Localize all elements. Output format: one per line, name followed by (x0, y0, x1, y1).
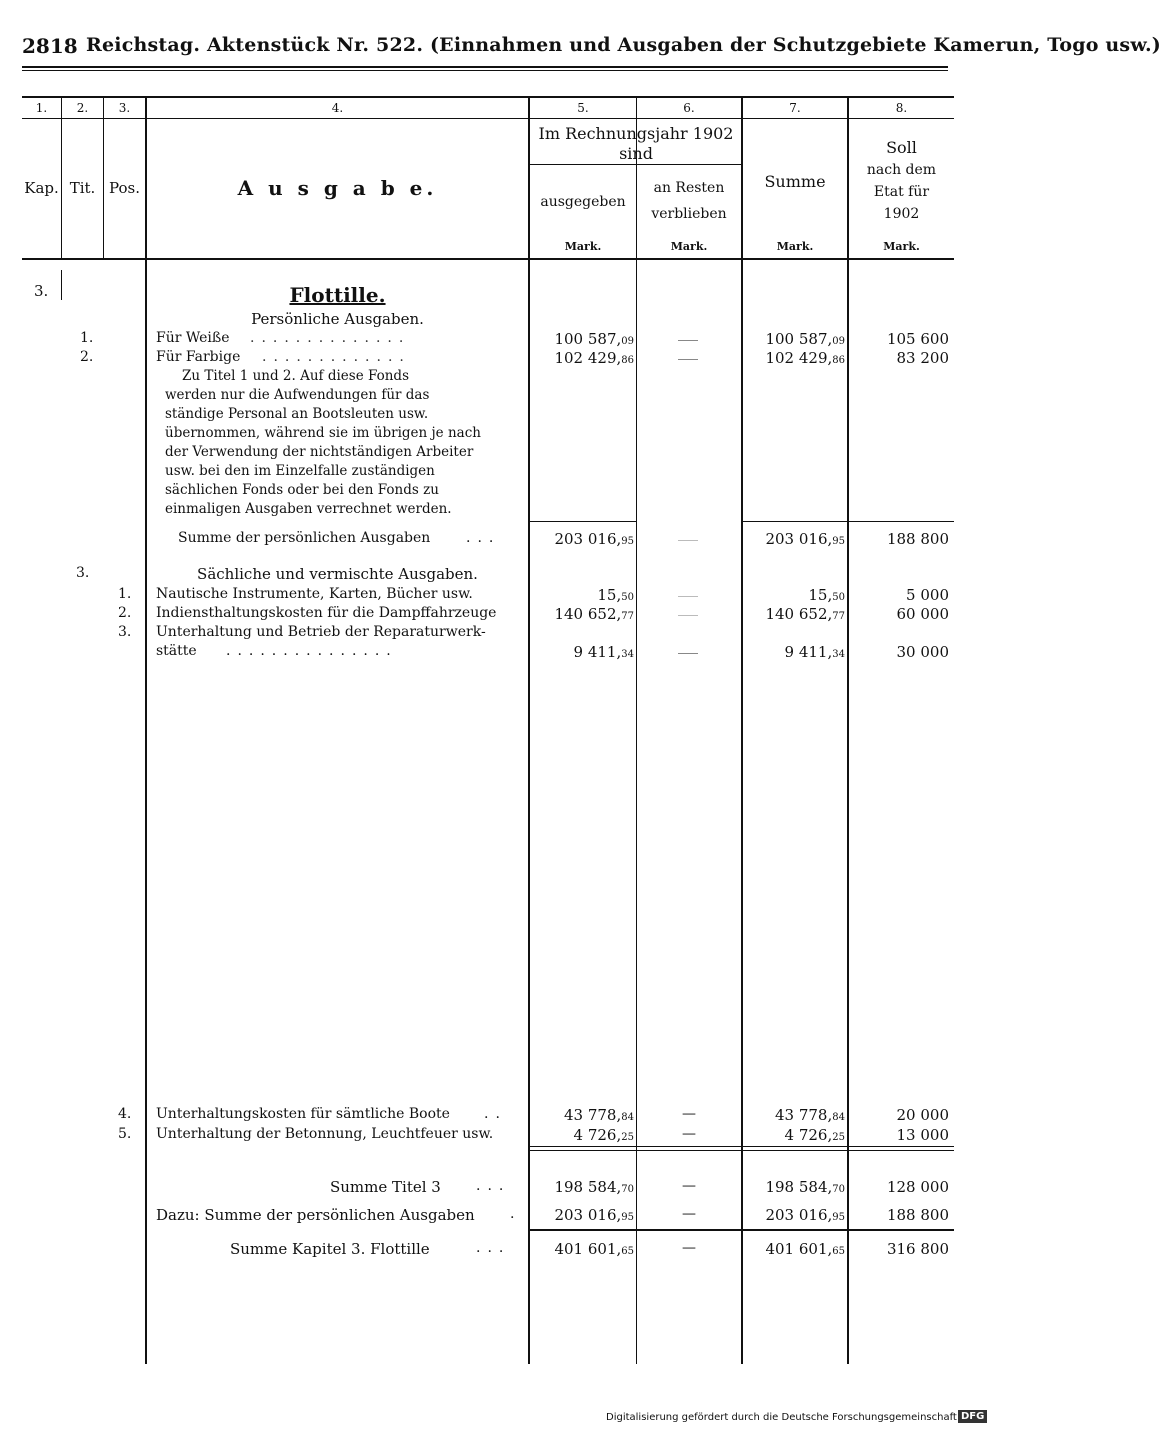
sum-kap-label: Summe Kapitel 3. Flottille (230, 1240, 430, 1258)
header-col8-line3: Etat für (873, 184, 930, 200)
sum-rule (530, 1150, 954, 1151)
row-c7: 140 652,77 (765, 605, 845, 623)
footer-text: Digitalisierung gefördert durch die Deutsche Forschungsgemeinschaft (606, 1412, 957, 1423)
sum-personal-c7: 203 016,95 (765, 530, 845, 548)
row-c8: 30 000 (896, 643, 949, 661)
note-line: der Verwendung der nichtständigen Arbeiter (165, 444, 474, 460)
unit-col5: Mark. (564, 240, 602, 253)
row-c7: 100 587,09 (765, 330, 845, 348)
dazu-c7: 203 016,95 (765, 1206, 845, 1224)
sum-tit3-c8: 128 000 (886, 1178, 949, 1196)
header-col8-line1: Soll (886, 138, 917, 157)
kap-number: 3. (34, 282, 49, 300)
sum-personal-c8: 188 800 (886, 530, 949, 548)
row-c8: 83 200 (896, 349, 949, 367)
row-label: Unterhaltung und Betrieb der Reparaturwerk- (156, 624, 486, 640)
colnum-5: 5. (577, 101, 589, 115)
header-col6-line2: verblieben (651, 206, 727, 222)
row-c5: 9 411,34 (573, 643, 634, 661)
sum-tit3-c6: — (682, 1178, 696, 1194)
sachlich-title: Sächliche und vermischte Ausgaben. (197, 565, 478, 583)
note-line: werden nur die Aufwendungen für das (165, 387, 430, 403)
row-c7: 43 778,84 (774, 1106, 845, 1124)
row-pos: 2. (118, 605, 132, 621)
colnum-4: 4. (331, 101, 344, 115)
colnum-2: 2. (76, 101, 89, 115)
header-pos: Pos. (109, 179, 140, 197)
header-col8-line4: 1902 (883, 206, 920, 222)
row-label: Für Farbige (156, 349, 241, 365)
header-bottom-rule (22, 258, 954, 260)
col-divider (847, 98, 849, 1364)
row-c8: 13 000 (896, 1126, 949, 1144)
row-c8: 105 600 (886, 330, 949, 348)
row-c5: 4 726,25 (573, 1126, 634, 1144)
row-c6: — (682, 1126, 696, 1142)
row-c7: 9 411,34 (784, 643, 845, 661)
row-c6: — (682, 1106, 696, 1122)
note-line: einmaligen Ausgaben verrechnet werden. (165, 501, 452, 517)
page-number: 2818 (22, 34, 78, 58)
row-c6-dash (678, 596, 698, 597)
personal-title: Persönliche Ausgaben. (251, 310, 424, 328)
row-pos: 4. (118, 1106, 132, 1122)
note-line: übernommen, während sie im übrigen je nach (165, 425, 481, 441)
header-col7: Summe (764, 172, 826, 191)
dazu-c5: 203 016,95 (554, 1206, 634, 1224)
row-pos: 1. (118, 586, 132, 602)
sum-rule (743, 521, 954, 522)
dazu-label: Dazu: Summe der persönlichen Ausgaben (156, 1206, 475, 1224)
sum-personal-c6-dash (678, 540, 698, 541)
section-title: Flottille. (289, 283, 386, 307)
group-rule (530, 164, 742, 165)
header-rule-thin (22, 70, 948, 71)
sum-personal-c5: 203 016,95 (554, 530, 634, 548)
row-label: Unterhaltungskosten für sämtliche Boote (156, 1106, 450, 1122)
page-title: Reichstag. Aktenstück Nr. 522. (Einnahmen und Ausgaben der Schutzgebiete Kamerun, Togo usw.) (86, 34, 1161, 56)
note-line: Zu Titel 1 und 2. Auf diese Fonds (182, 368, 409, 384)
note-line: usw. bei den im Einzelfalle zuständigen (165, 463, 435, 479)
row-c8: 5 000 (906, 586, 949, 604)
row-c5: 15,50 (597, 586, 634, 604)
colnum-8: 8. (895, 101, 908, 115)
header-col5: ausgegeben (540, 194, 626, 210)
note-line: ständige Personal an Bootsleuten usw. (165, 406, 429, 422)
dazu-c8: 188 800 (886, 1206, 949, 1224)
header-group-line2: sind (619, 144, 653, 163)
row-c6-dash (678, 653, 698, 654)
row-c7: 102 429,86 (765, 349, 845, 367)
header-kap: Kap. (24, 179, 59, 197)
unit-col7: Mark. (776, 240, 814, 253)
row-c6-dash (678, 340, 698, 341)
sum-rule (530, 1229, 954, 1231)
sum-rule (530, 1146, 954, 1147)
sum-kap-c8: 316 800 (886, 1240, 949, 1258)
row-c5: 43 778,84 (563, 1106, 634, 1124)
header-rule (22, 66, 948, 68)
row-tit: 2. (80, 349, 94, 365)
row-label: Nautische Instrumente, Karten, Bücher usw. (156, 586, 473, 602)
header-col8-line2: nach dem (866, 162, 937, 178)
col-divider (528, 98, 530, 1364)
colnum-rule (22, 118, 954, 119)
row-label-cont: stätte (156, 643, 197, 659)
col-divider (741, 98, 743, 1364)
row-label: Indiensthaltungskosten für die Dampffahrzeuge (156, 605, 497, 621)
header-col6-line1: an Resten (653, 180, 725, 196)
colnum-6: 6. (683, 101, 695, 115)
header-tit: Tit. (69, 179, 96, 197)
sum-personal-label: Summe der persönlichen Ausgaben (178, 530, 431, 546)
row-label: Unterhaltung der Betonnung, Leuchtfeuer usw. (156, 1126, 494, 1142)
sum-tit3-label: Summe Titel 3 (330, 1178, 441, 1196)
row-label: Für Weiße (156, 330, 230, 346)
dfg-logo: DFG (958, 1410, 987, 1423)
row-pos: 5. (118, 1126, 132, 1142)
header-ausgabe: A u s g a b e. (237, 176, 438, 200)
colnum-1: 1. (35, 101, 48, 115)
sum-tit3-c5: 198 584,70 (554, 1178, 634, 1196)
sum-rule (530, 521, 636, 522)
row-c7: 15,50 (808, 586, 845, 604)
row-c6-dash (678, 615, 698, 616)
table-top-rule (22, 96, 954, 98)
row-c6-dash (678, 359, 698, 360)
row-c5: 140 652,77 (554, 605, 634, 623)
row-tit: 1. (80, 330, 94, 346)
col-divider (61, 270, 62, 300)
dazu-c6: — (682, 1206, 696, 1222)
col-divider (636, 98, 637, 1364)
row-c8: 60 000 (896, 605, 949, 623)
sum-kap-c7: 401 601,65 (765, 1240, 845, 1258)
row-pos: 3. (118, 624, 132, 640)
colnum-7: 7. (789, 101, 801, 115)
sum-kap-c5: 401 601,65 (554, 1240, 634, 1258)
sum-tit3-c7: 198 584,70 (765, 1178, 845, 1196)
tit3-number: 3. (76, 565, 90, 581)
sum-kap-c6: — (682, 1240, 696, 1256)
row-c7: 4 726,25 (784, 1126, 845, 1144)
row-c5: 102 429,86 (554, 349, 634, 367)
unit-col6: Mark. (670, 240, 708, 253)
row-c5: 100 587,09 (554, 330, 634, 348)
row-c8: 20 000 (896, 1106, 949, 1124)
colnum-3: 3. (118, 101, 131, 115)
unit-col8: Mark. (883, 240, 920, 253)
header-group-line1: Im Rechnungsjahr 1902 (538, 124, 734, 143)
note-line: sächlichen Fonds oder bei den Fonds zu (165, 482, 439, 498)
